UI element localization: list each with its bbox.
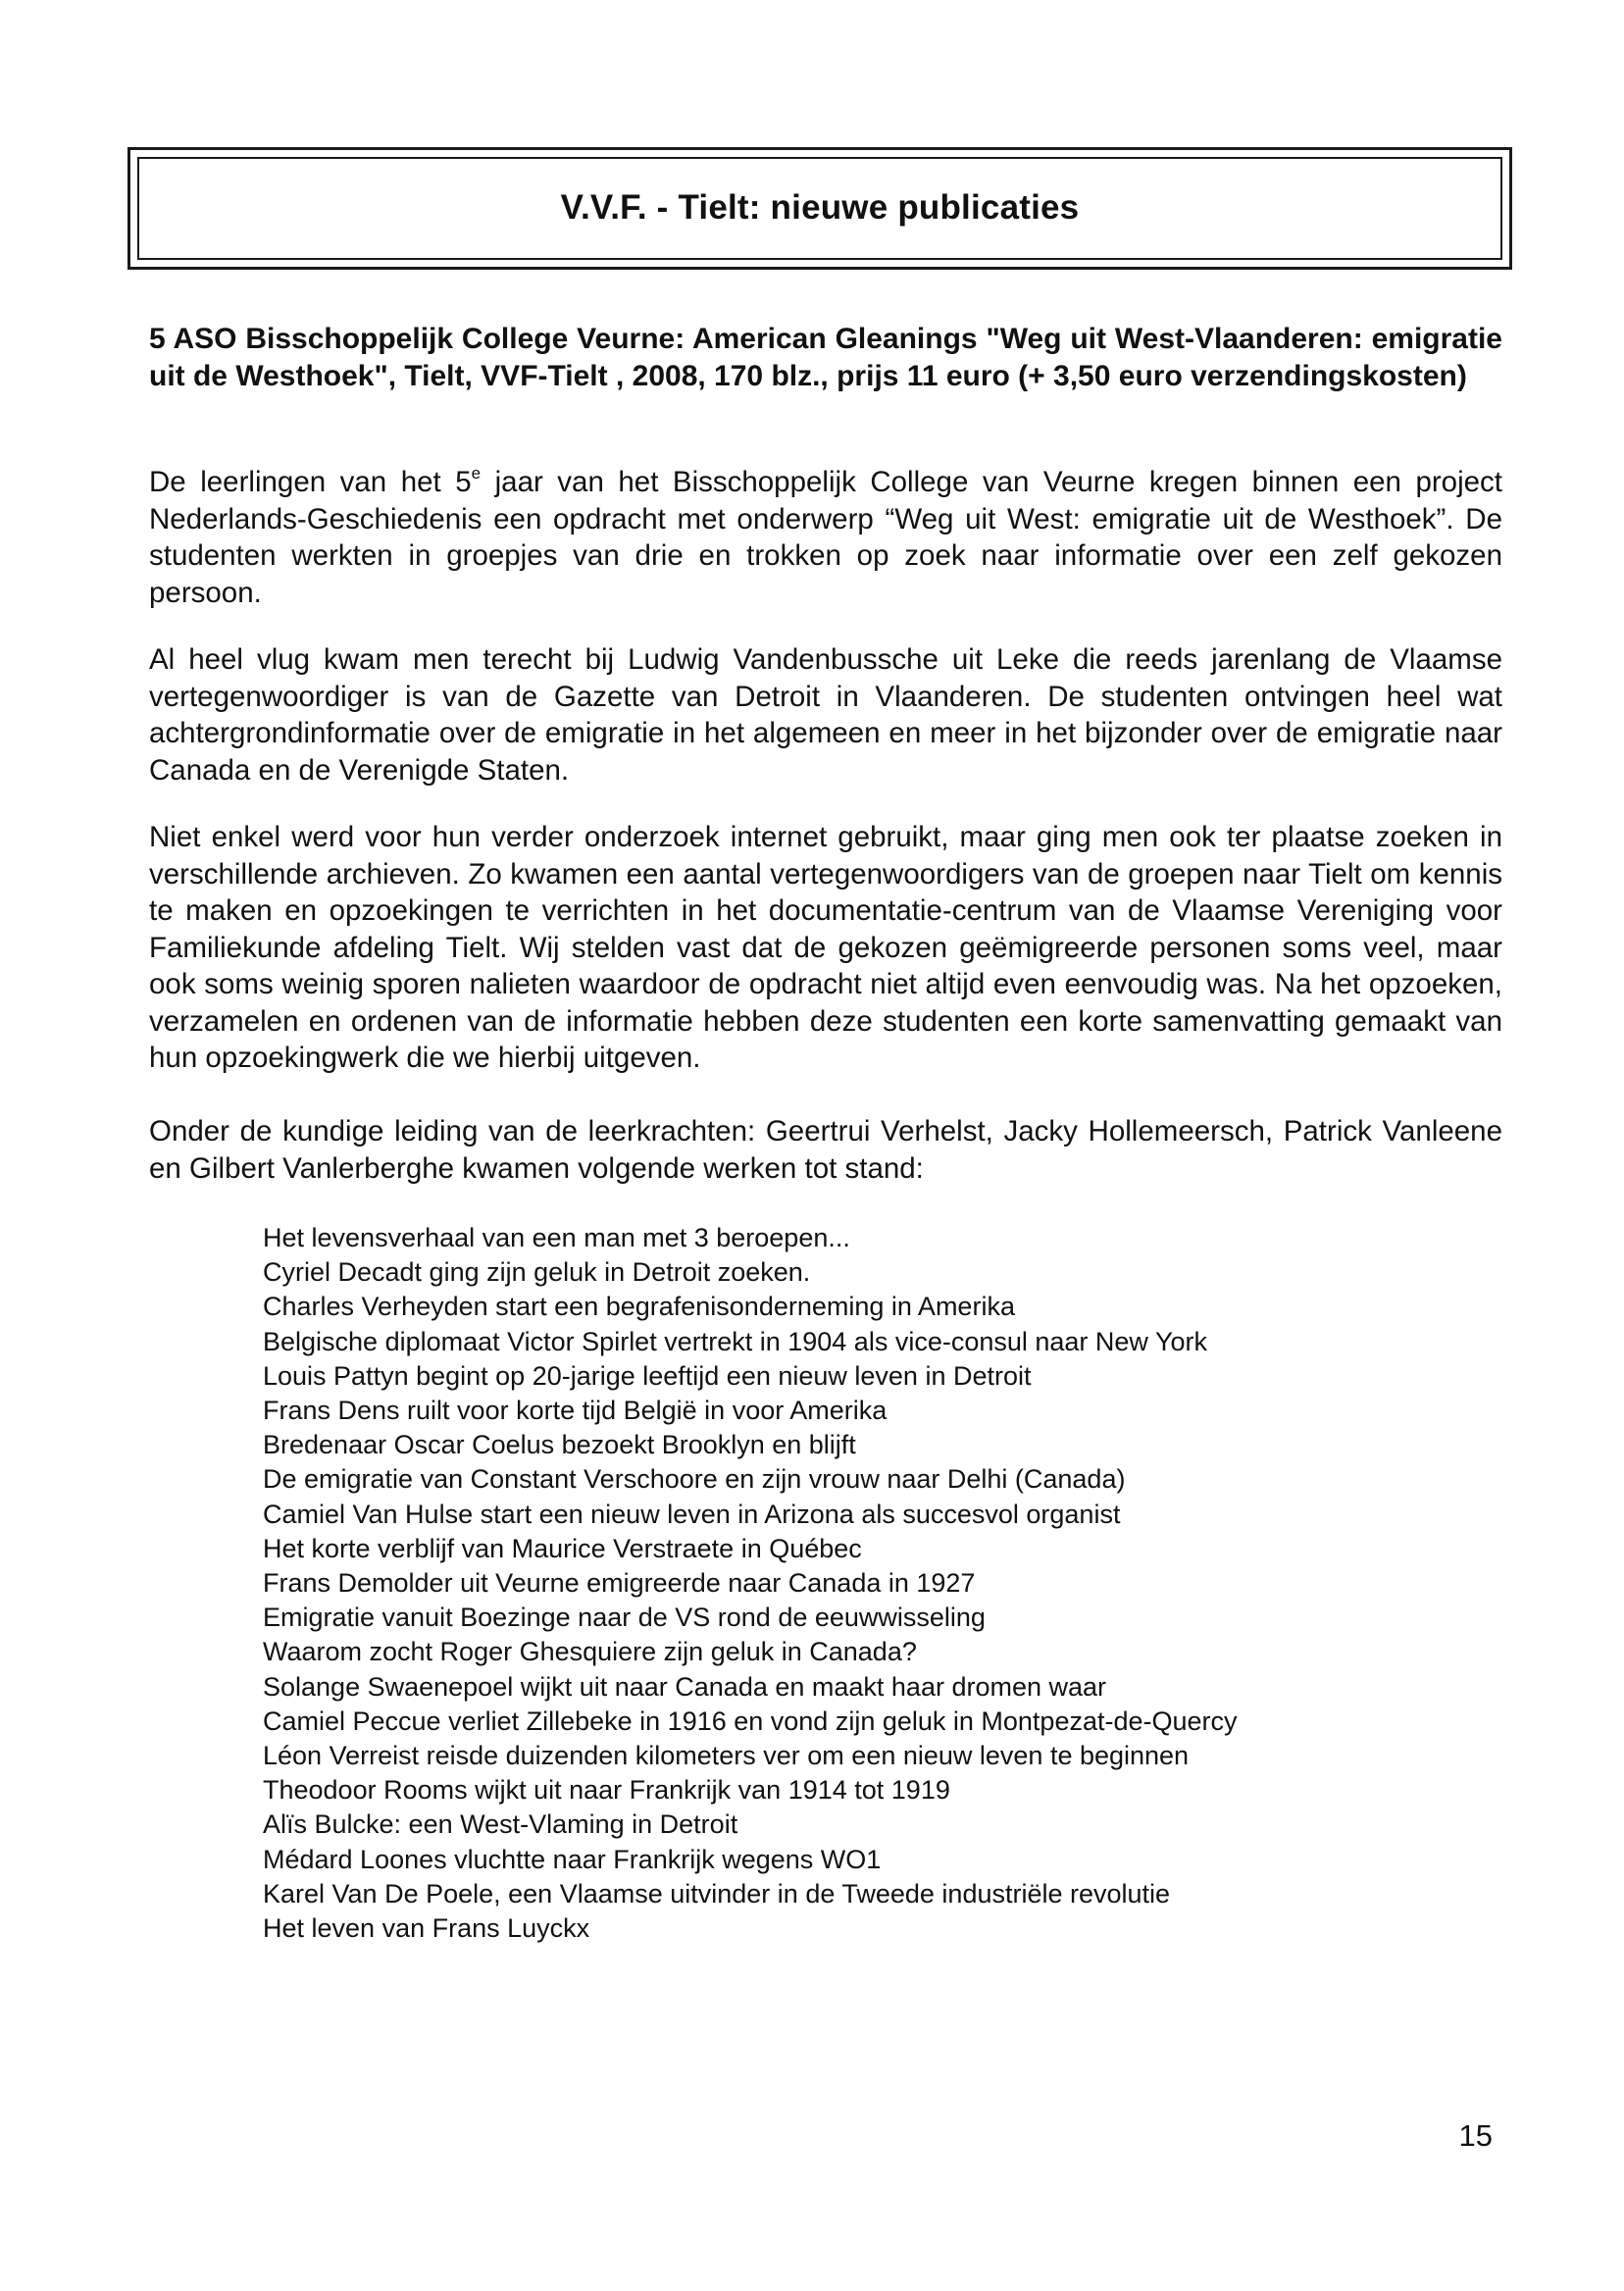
paragraph-intro-start: De leerlingen van het 5 <box>149 466 472 498</box>
paragraph-background: Al heel vlug kwam men terecht bij Ludwig Vandenbussche uit Leke die reeds jarenlang de Vlaamse vertegenwoordiger is van de Gazette van Detroit in Vlaanderen. De studenten ontvingen heel wat achtergrondinformatie over de emigratie in het algemeen en meer in het bijzonder over de emigratie naar Canada en de Verenigde Staten. <box>149 643 1502 787</box>
list-item: Camiel Van Hulse start een nieuw leven in Arizona als succesvol organist <box>263 1499 1121 1529</box>
list-item: Cyriel Decadt ging zijn geluk in Detroit zoeken. <box>263 1257 811 1288</box>
list-item: Emigratie vanuit Boezinge naar de VS rond de eeuwwisseling <box>263 1603 986 1633</box>
list-item: Bredenaar Oscar Coelus bezoekt Brooklyn en blijft <box>263 1430 856 1460</box>
list-item: Solange Swaenepoel wijkt uit naar Canada en maakt haar dromen waar <box>263 1671 1107 1702</box>
list-item: Louis Pattyn begint op 20-jarige leeftijd een nieuw leven in Detroit <box>263 1360 1032 1391</box>
list-item: Frans Demolder uit Veurne emigreerde naar Canada in 1927 <box>263 1568 976 1599</box>
list-item: Het leven van Frans Luyckx <box>263 1913 590 1944</box>
list-item: Camiel Peccue verliet Zillebeke in 1916 en vond zijn geluk in Montpezat-de-Quercy <box>263 1706 1238 1736</box>
paragraph-intro <box>149 464 1502 611</box>
page-title: V.V.F. - Tielt: nieuwe publicaties <box>560 187 1080 227</box>
list-item: Charles Verheyden start een begrafenisonderneming in Amerika <box>263 1292 1015 1322</box>
list-item: Theodoor Rooms wijkt uit naar Frankrijk van 1914 tot 1919 <box>263 1775 950 1806</box>
list-item: Alïs Bulcke: een West-Vlaming in Detroit <box>263 1809 738 1840</box>
list-item: De emigratie van Constant Verschoore en zijn vrouw naar Delhi (Canada) <box>263 1464 1126 1495</box>
paragraph-research: Niet enkel werd voor hun verder onderzoek internet gebruikt, maar ging men ook ter plaatse zoeken in verschillende archieven. Zo kwamen een aantal vertegenwoordigers van de groepen naar Tielt om kennis te maken en opzoekingen te verrichten in het documentatie-centrum van de Vlaamse Vereniging voor Familiekunde afdeling Tielt. Wij stelden vast dat de gekozen geëmigreerde personen soms veel, maar ook soms weinig sporen nalieten waardoor de opdracht niet altijd even eenvoudig was. Na het opzoeken, verzamelen en ordenen van de informatie hebben deze studenten een korte samenvatting gemaakt van hun opzoekingwerk die we hierbij uitgeven. <box>149 821 1502 1074</box>
works-list <box>263 1221 1238 1946</box>
paragraph-teachers: Onder de kundige leiding van de leerkrachten: Geertrui Verhelst, Jacky Hollemeersch, Patrick Vanleene en Gilbert Vanlerberghe kwamen volgende werken tot stand: <box>149 1115 1502 1185</box>
list-item: Frans Dens ruilt voor korte tijd België in voor Amerika <box>263 1396 888 1426</box>
publication-heading: 5 ASO Bisschoppelijk College Veurne: American Gleanings "Weg uit West-Vlaanderen: emigratie uit de Westhoek", Tielt, VVF-Tielt , 2008, 170 blz., prijs 11 euro (+ 3,50 euro verzendingskosten) <box>149 323 1502 392</box>
title-box <box>127 147 1512 270</box>
list-item: Het korte verblijf van Maurice Verstraete in Québec <box>263 1533 862 1563</box>
list-item: Médard Loones vluchtte naar Frankrijk wegens WO1 <box>263 1844 882 1874</box>
paragraph-intro-rest: jaar van het Bisschoppelijk College van Veurne kregen binnen een project Nederlands-Geschiedenis een opdracht met onderwerp “Weg uit West: emigratie uit de Westhoek”. De studenten werkten in groepjes van drie en trokken op zoek naar informatie over een zelf gekozen persoon. <box>149 466 1502 609</box>
list-item: Belgische diplomaat Victor Spirlet vertrekt in 1904 als vice-consul naar New York <box>263 1326 1207 1356</box>
page-number: 15 <box>1458 2118 1493 2153</box>
title-box-inner <box>137 157 1502 260</box>
list-item: Waarom zocht Roger Ghesquiere zijn geluk in Canada? <box>263 1637 917 1667</box>
list-item: Léon Verreist reisde duizenden kilometers ver om een nieuw leven te beginnen <box>263 1741 1190 1771</box>
list-item: Het levensverhaal van een man met 3 beroepen... <box>263 1223 850 1252</box>
paragraph-intro-superscript: e <box>471 464 482 483</box>
list-item: Karel Van De Poele, een Vlaamse uitvinder in de Tweede industriële revolutie <box>263 1878 1171 1909</box>
